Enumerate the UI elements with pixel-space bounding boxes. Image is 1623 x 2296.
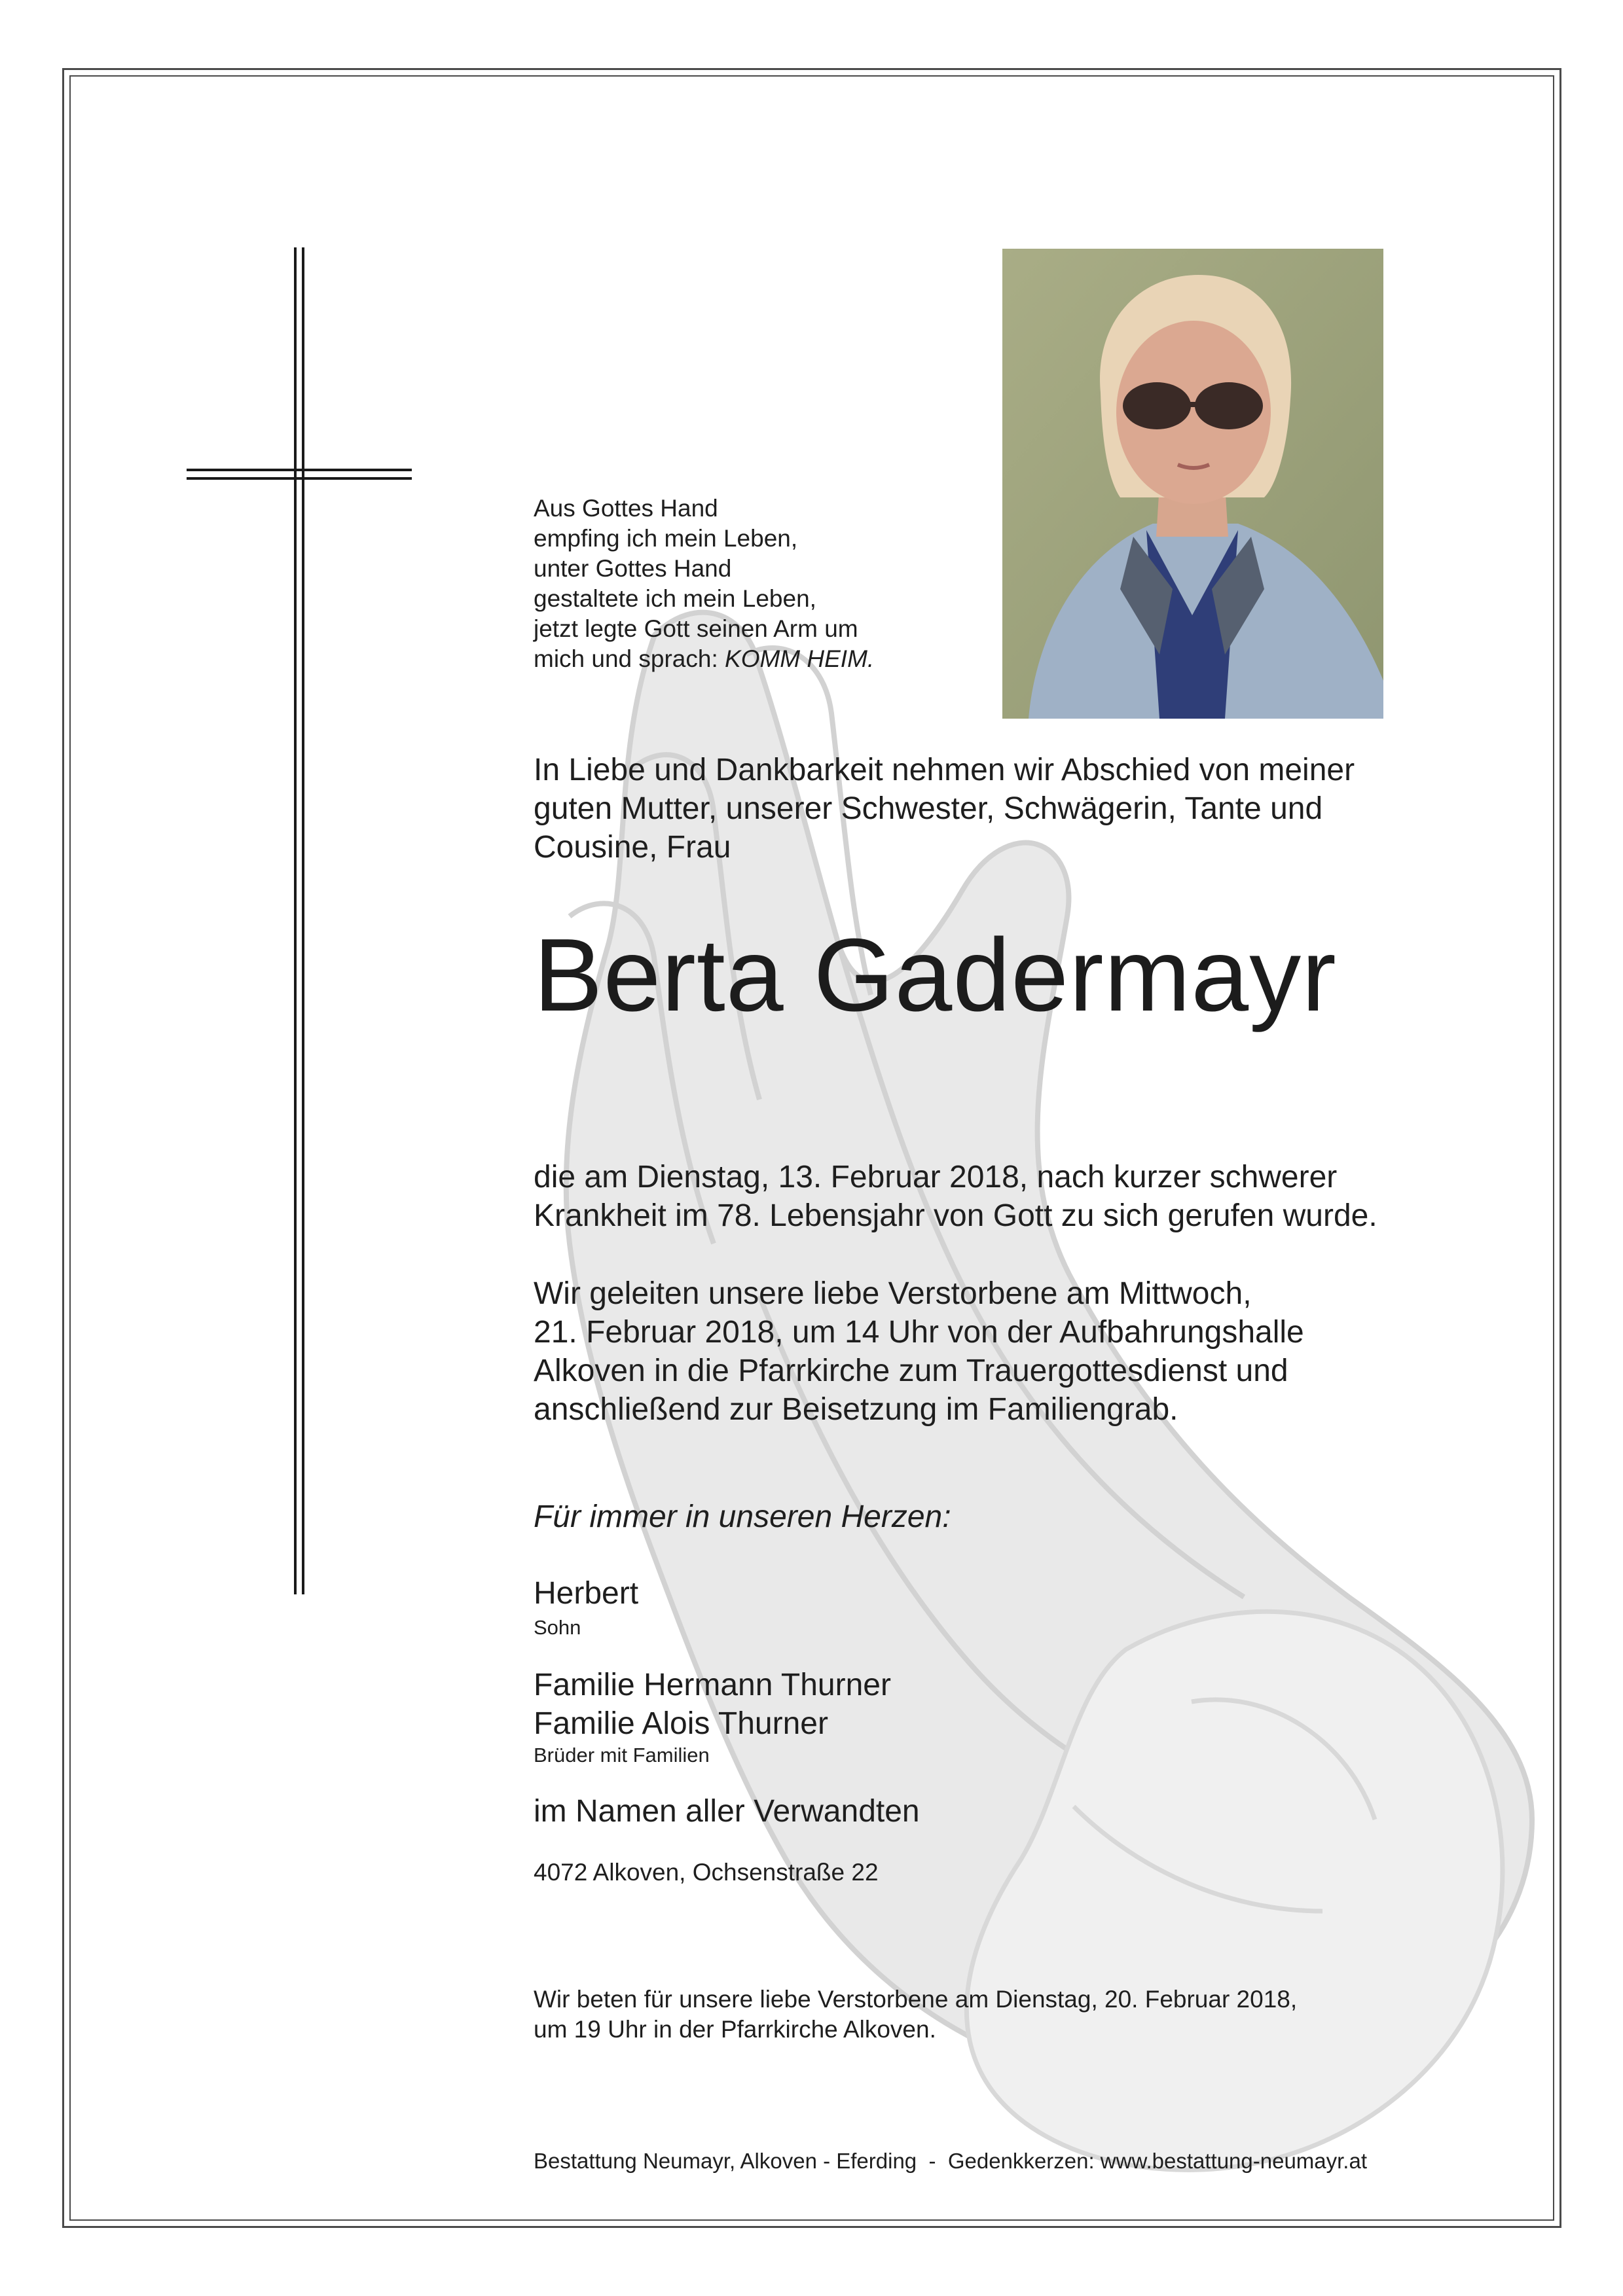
funeral-notice-line: anschließend zur Beisetzung im Familiengrab. [534, 1392, 1178, 1427]
death-notice-line: die am Dienstag, 13. Februar 2018, nach kurzer schwerer [534, 1160, 1338, 1194]
motto-line-prefix: mich und sprach: [534, 645, 725, 672]
prayer-notice-line: um 19 Uhr in der Pfarrkirche Alkoven. [534, 2016, 936, 2043]
motto-line: empfing ich mein Leben, [534, 525, 798, 552]
motto-line [534, 644, 874, 674]
footer-text: Bestattung Neumayr, Alkoven - Eferding - Gedenkkerzen: www.bestattung-neumayr.at [534, 2149, 1367, 2173]
intro-text [534, 751, 1355, 867]
mourner-relatives: im Namen aller Verwandten [534, 1794, 920, 1829]
intro-line: guten Mutter, unserer Schwester, Schwägerin, Tante und [534, 791, 1323, 826]
motto-line: unter Gottes Hand [534, 555, 732, 582]
portrait-photo [1002, 249, 1383, 719]
funeral-notice-line: 21. Februar 2018, um 14 Uhr von der Aufbahrungshalle [534, 1315, 1304, 1350]
prayer-notice-line: Wir beten für unsere liebe Verstorbene am Dienstag, 20. Februar 2018, [534, 1986, 1298, 2013]
mourner-family-2: Familie Alois Thurner [534, 1706, 828, 1741]
motto-text [534, 493, 874, 674]
mourner-brothers-role: Brüder mit Familien [534, 1744, 710, 1767]
motto-line: Aus Gottes Hand [534, 495, 718, 522]
intro-line: In Liebe und Dankbarkeit nehmen wir Abschied von meiner [534, 753, 1355, 787]
remembrance-heading: Für immer in unseren Herzen: [534, 1499, 951, 1534]
intro-line: Cousine, Frau [534, 830, 731, 865]
funeral-notice [534, 1274, 1304, 1429]
funeral-notice-line: Wir geleiten unsere liebe Verstorbene am Mittwoch, [534, 1276, 1252, 1311]
deceased-name: Berta Gadermayr [534, 918, 1337, 1033]
mourner-son-role: Sohn [534, 1616, 581, 1639]
prayer-notice [534, 1984, 1297, 2045]
death-notice-line: Krankheit im 78. Lebensjahr von Gott zu sich gerufen wurde. [534, 1198, 1377, 1233]
mourner-family-1: Familie Hermann Thurner [534, 1668, 891, 1702]
motto-line: jetzt legte Gott seinen Arm um [534, 615, 858, 642]
mourner-son-name: Herbert [534, 1576, 639, 1611]
death-notice [534, 1158, 1377, 1235]
funeral-notice-line: Alkoven in die Pfarrkirche zum Trauergottesdienst und [534, 1354, 1288, 1388]
motto-line: gestaltete ich mein Leben, [534, 585, 816, 612]
motto-emphasis: KOMM HEIM. [725, 645, 875, 672]
address: 4072 Alkoven, Ochsenstraße 22 [534, 1859, 879, 1886]
